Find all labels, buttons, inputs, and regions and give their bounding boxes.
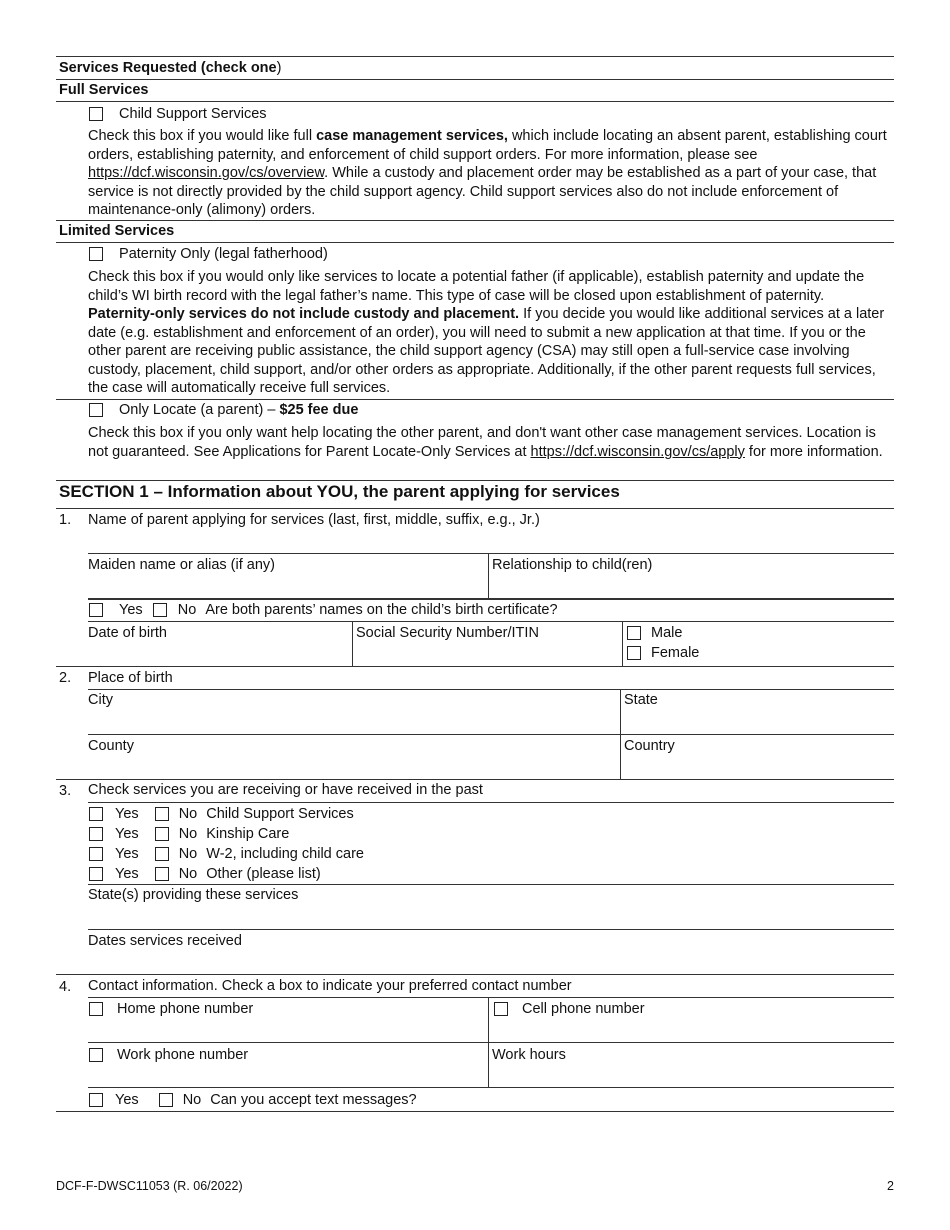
home-phone-option[interactable]: Home phone number [89,1000,253,1019]
paternity-description: Check this box if you would only like services to locate a potential father (if applicable), establish paternity and update the child’s WI birth record with the legal father’s name. This type of case will be closed upon establishment of paternity. Paternity-only services do not include custody and placement. If you decide you would like additional services at a later date (e.g. establishment and enforcement of an order), you will need to submit a new application at that time. If you or the other parent are receiving public assistance, the child support agency (CSA) may still open a full-service case involving custody, placement, child support, and/or other orders as appropriate. Additionally, if the other parent requests full services, the case will automatically receive full services. [88,269,885,396]
divider [88,1042,894,1043]
form-id: DCF-F-DWSC11053 (R. 06/2022) [56,1179,243,1193]
full-services-heading: Full Services [59,82,149,98]
states-providing-label: State(s) providing these services [88,887,299,903]
q1-number: 1. [59,512,72,528]
q1-label: Name of parent applying for services (last, first, middle, suffix, e.g., Jr.) [88,512,540,528]
work-hours-label: Work hours [492,1047,566,1063]
divider [88,689,894,690]
divider [88,997,894,998]
locate-option[interactable] [89,401,358,420]
q2-number: 2. [59,670,72,686]
divider [88,734,894,735]
q3-label: Check services you are receiving or have received in the past [88,782,483,798]
work-phone-checkbox[interactable] [89,1048,103,1062]
male-checkbox[interactable] [627,626,641,640]
section-1-title: SECTION 1 – Information about YOU, the parent applying for services [59,482,620,501]
work-hours-input[interactable] [492,1066,892,1087]
city-input[interactable] [88,711,618,733]
paternity-label: Paternity Only (legal fatherhood) [119,246,328,262]
dates-received-label: Dates services received [88,933,242,949]
cell-phone-option[interactable]: Cell phone number [494,1000,645,1019]
maiden-name-input[interactable] [88,576,488,598]
states-providing-input[interactable] [88,906,894,928]
work-phone-option[interactable]: Work phone number [89,1046,248,1065]
svc2-yes-checkbox[interactable] [89,827,103,841]
male-option[interactable]: Male [627,624,682,643]
q4-number: 4. [59,979,72,995]
divider [88,553,894,554]
cell-phone-input[interactable] [492,1020,892,1042]
other-services-input[interactable] [416,865,886,883]
svc2-no-checkbox[interactable] [155,827,169,841]
locate-checkbox[interactable] [89,403,103,417]
q4-label: Contact information. Check a box to indicate your preferred contact number [88,978,572,994]
locate-label: Only Locate (a parent) – $25 fee due [119,402,359,418]
locate-description: Check this box if you only want help locating the other parent, and don't want other case management services. Location is not guaranteed. See Applications for Parent Locate-Only Services at https://dcf.wisconsin.gov/cs/apply for more information. [88,425,883,460]
q2-label: Place of birth [88,670,173,686]
home-phone-checkbox[interactable] [89,1002,103,1016]
q3-number: 3. [59,783,72,799]
county-input[interactable] [88,757,618,779]
service-row-child-support: Yes No Child Support Services [89,805,354,824]
ssn-input[interactable] [356,644,620,666]
overview-link[interactable]: https://dcf.wisconsin.gov/cs/overview [88,165,325,181]
divider [56,974,894,975]
svc3-yes-checkbox[interactable] [89,847,103,861]
divider [56,779,894,780]
state-label: State [624,692,658,708]
service-row-kinship: Yes No Kinship Care [89,825,289,844]
county-label: County [88,738,134,754]
divider [488,553,489,598]
home-phone-input[interactable] [88,1020,488,1042]
svc1-yes-checkbox[interactable] [89,807,103,821]
parent-name-input[interactable] [88,531,894,553]
relationship-input[interactable] [492,576,892,598]
divider [56,79,894,80]
divider [88,598,894,600]
text-no-checkbox[interactable] [159,1093,173,1107]
divider [56,56,894,57]
female-option[interactable]: Female [627,644,699,663]
city-label: City [88,692,113,708]
page-number: 2 [887,1179,894,1193]
country-label: Country [624,738,675,754]
birth-cert-yes-checkbox[interactable] [89,603,103,617]
divider [56,220,894,221]
services-requested-heading: Services Requested (check one) [59,60,282,76]
text-messages-question: Yes No Can you accept text messages? [89,1091,417,1110]
birth-certificate-question: Yes No Are both parents’ names on the child’s birth certificate? [89,601,558,620]
service-row-other: Yes No Other (please list) [89,865,321,884]
cell-phone-checkbox[interactable] [494,1002,508,1016]
birth-cert-no-checkbox[interactable] [153,603,167,617]
divider [56,1111,894,1112]
dob-label: Date of birth [88,625,167,641]
svc1-no-checkbox[interactable] [155,807,169,821]
divider [56,242,894,243]
svc4-no-checkbox[interactable] [155,867,169,881]
divider [352,621,353,666]
country-input[interactable] [624,757,892,779]
divider [56,399,894,400]
service-row-w2: Yes No W-2, including child care [89,845,364,864]
child-support-label: Child Support Services [119,106,267,122]
ssn-label: Social Security Number/ITIN [356,625,539,641]
divider [56,101,894,102]
svc4-yes-checkbox[interactable] [89,867,103,881]
child-support-checkbox[interactable] [89,107,103,121]
divider [622,621,623,666]
paternity-option[interactable] [89,245,328,264]
divider [56,508,894,509]
female-checkbox[interactable] [627,646,641,660]
dob-input[interactable] [88,644,352,666]
limited-services-heading: Limited Services [59,223,175,239]
apply-link[interactable]: https://dcf.wisconsin.gov/cs/apply [530,443,745,460]
svc3-no-checkbox[interactable] [155,847,169,861]
divider [56,480,894,481]
text-yes-checkbox[interactable] [89,1093,103,1107]
work-phone-input[interactable] [88,1066,488,1087]
divider [88,1087,894,1088]
divider [88,802,894,803]
divider [56,666,894,667]
child-support-option[interactable] [89,105,267,124]
paternity-checkbox[interactable] [89,247,103,261]
divider [88,929,894,930]
maiden-name-label: Maiden name or alias (if any) [88,557,275,573]
child-support-description: Check this box if you would like full case management services, which include locating an absent parent, establishing court orders, establishing paternity, and enforcement of child support orders. For more information, please see https://dcf.wisconsin.gov/cs/overview. While a custody and placement order may be established as a part of your case, that service is not directly provided by the child support agency. Child support services also do not include enforcement of maintenance-only (alimony) orders. [88,128,887,218]
relationship-label: Relationship to child(ren) [492,557,653,573]
divider [88,621,894,622]
divider [88,884,894,885]
state-input[interactable] [624,711,892,733]
dates-received-input[interactable] [88,952,894,974]
